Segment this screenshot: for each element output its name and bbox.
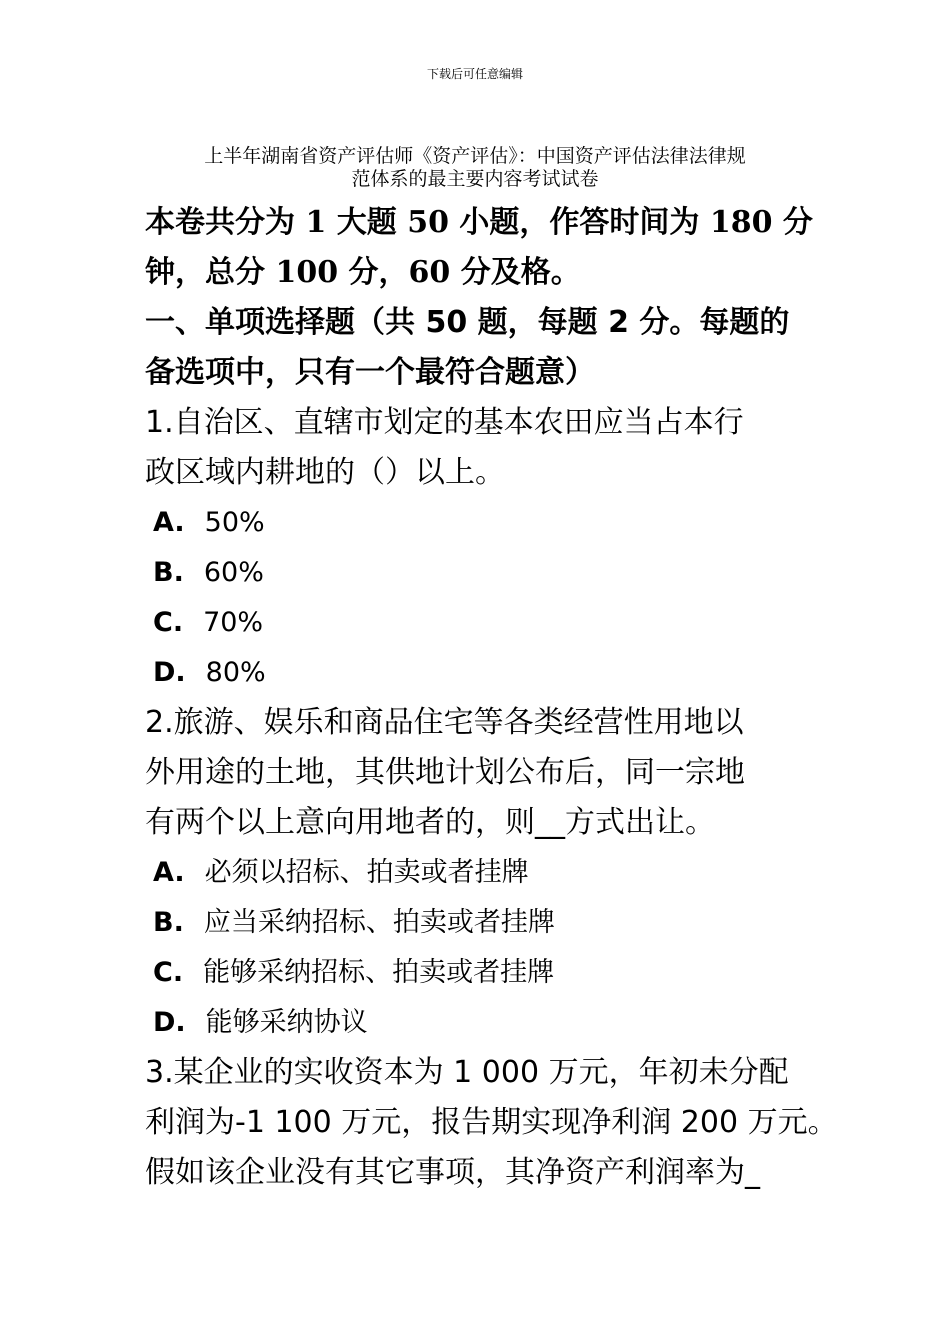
option-letter: D. [153,657,186,688]
question-2-option-a [145,848,825,898]
question-1-option-c [145,598,825,648]
question-2-option-d [145,998,825,1048]
question-3 [145,1048,838,1198]
question-2-option-c [145,948,825,998]
document-title-line-2: 范体系的最主要内容考试试卷 [351,168,599,190]
option-letter: B. [153,907,184,938]
option-text: 能够采纳协议 [205,1007,368,1038]
document-title [140,145,810,191]
option-text: 能够采纳招标、拍卖或者挂牌 [203,957,555,988]
question-1-option-a [145,498,825,548]
intro-line-2: 钟，总分 100 分，60 分及格。 [145,255,581,290]
question-1-stem-line-2: 政区域内耕地的（）以上。 [145,455,505,490]
option-text: 50% [204,507,265,538]
question-1-option-d [145,648,825,698]
document-title-line-1: 上半年湖南省资产评估师《资产评估》：中国资产评估法律法律规 [204,145,746,167]
question-2-stem-line-2: 外用途的土地，其供地计划公布后，同一宗地 [145,755,745,790]
question-1-stem-line-1: 1.自治区、直辖市划定的基本农田应当占本行 [145,405,744,440]
option-letter: C. [153,607,184,638]
question-3-stem-line-3: 假如该企业没有其它事项，其净资产利润率为_ [145,1155,760,1190]
question-2-option-b [145,898,825,948]
option-letter: B. [153,557,184,588]
question-2-stem-line-3: 有两个以上意向用地者的，则__方式出让。 [145,805,715,840]
question-2 [145,698,825,1048]
document-body [145,198,838,1198]
option-text: 应当采纳招标、拍卖或者挂牌 [203,907,555,938]
question-1-option-b [145,548,825,598]
option-letter: C. [153,957,184,988]
option-letter: A. [153,507,185,538]
question-3-stem-line-2: 利润为-1 100 万元，报告期实现净利润 200 万元。 [145,1105,838,1140]
header-note: 下载后可任意编辑 [426,67,523,81]
question-2-stem-line-1: 2.旅游、娱乐和商品住宅等各类经营性用地以 [145,705,744,740]
option-text: 70% [203,607,264,638]
question-3-stem-line-1: 3.某企业的实收资本为 1 000 万元，年初未分配 [145,1055,789,1090]
option-letter: A. [153,857,185,888]
section-heading-line-1: 一、单项选择题（共 50 题，每题 2 分。每题的 [145,305,790,340]
section-heading-line-2: 备选项中，只有一个最符合题意） [145,355,595,390]
option-letter: D. [153,1007,186,1038]
option-text: 60% [203,557,264,588]
option-text: 必须以招标、拍卖或者挂牌 [204,857,529,888]
question-1 [145,398,825,698]
intro-line-1: 本卷共分为 1 大题 50 小题，作答时间为 180 分 [145,205,813,240]
option-text: 80% [205,657,266,688]
